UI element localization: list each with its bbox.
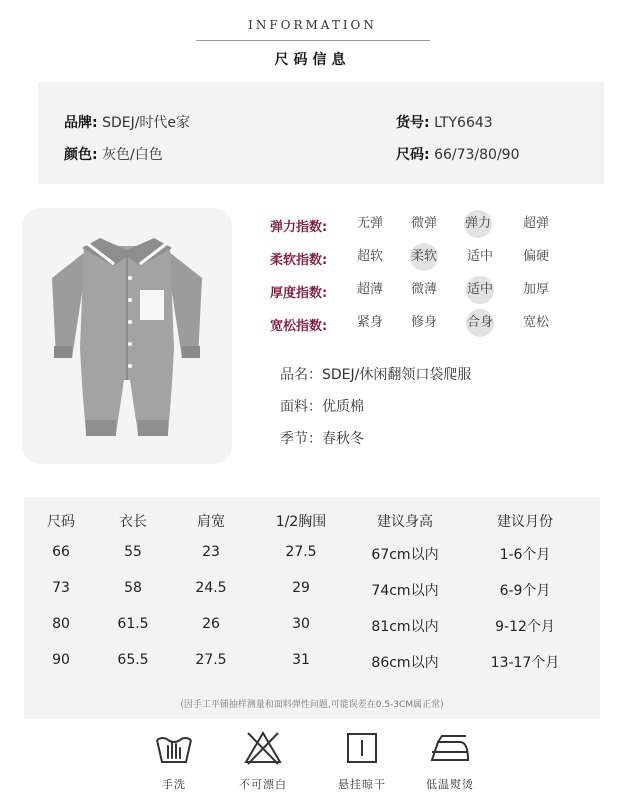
softness-option: 超软 <box>356 249 383 264</box>
size-label: 尺码: <box>396 147 430 163</box>
elasticity-option: 超弹 <box>522 216 549 231</box>
table-cell: 73 <box>52 580 70 596</box>
care-no-bleach <box>223 730 303 792</box>
softness-option: 适中 <box>466 249 493 264</box>
header-title-cn: 尺码信息 <box>274 52 351 68</box>
product-season: 季节：春秋冬 <box>280 431 364 447</box>
brand-row <box>64 112 190 132</box>
table-cell: 86cm以内 <box>371 655 439 671</box>
item-no-value: LTY6643 <box>434 115 493 131</box>
softness-index-label: 柔软指数: <box>270 253 328 268</box>
table-cell: 30 <box>292 616 310 632</box>
size-table <box>24 497 600 719</box>
thickness-option: 微薄 <box>410 282 437 297</box>
table-header: 1/2胸围 <box>275 514 327 530</box>
brand-value: SDEJ/时代e家 <box>102 115 191 131</box>
elasticity-option: 无弹 <box>356 216 383 231</box>
thickness-option-selected: 适中 <box>466 276 494 304</box>
table-cell: 29 <box>292 580 310 596</box>
table-header: 肩宽 <box>197 514 225 530</box>
care-label: 悬挂晾干 <box>338 778 386 791</box>
product-image-card <box>22 208 232 464</box>
no-bleach-icon <box>243 730 283 766</box>
table-cell: 13-17个月 <box>490 655 560 671</box>
care-hand-wash <box>134 730 214 792</box>
looseness-option-selected: 合身 <box>466 309 494 337</box>
hang-dry-icon <box>342 730 382 766</box>
softness-option-selected: 柔软 <box>410 243 438 271</box>
romper-illustration <box>22 208 232 464</box>
table-header: 尺码 <box>47 514 75 530</box>
table-cell: 27.5 <box>285 544 317 560</box>
table-cell: 9-12个月 <box>495 619 555 635</box>
section-header <box>0 18 625 69</box>
header-divider <box>196 40 430 41</box>
elasticity-option-selected: 弹力 <box>464 210 492 238</box>
size-row <box>396 144 519 164</box>
low-iron-icon <box>428 730 472 766</box>
table-cell: 65.5 <box>117 652 149 668</box>
table-cell: 74cm以内 <box>371 583 439 599</box>
measurement-note: (因手工平铺抽样测量和面料弹性问题,可能误差在0.5-3CM属正常) <box>180 700 444 710</box>
table-cell: 31 <box>292 652 310 668</box>
table-header: 建议身高 <box>377 514 433 530</box>
thickness-option: 加厚 <box>522 282 549 297</box>
table-cell: 23 <box>202 544 220 560</box>
softness-option: 偏硬 <box>522 249 549 264</box>
color-value: 灰色/白色 <box>102 147 163 163</box>
table-cell: 24.5 <box>195 580 227 596</box>
brand-label: 品牌: <box>64 115 98 131</box>
care-label: 不可漂白 <box>239 778 287 791</box>
product-fabric: 面料：优质棉 <box>280 399 364 415</box>
thickness-option: 超薄 <box>356 282 383 297</box>
table-cell: 66 <box>52 544 70 560</box>
elasticity-option: 微弹 <box>410 216 437 231</box>
care-label: 手洗 <box>162 778 186 791</box>
size-value: 66/73/80/90 <box>434 147 520 163</box>
table-cell: 81cm以内 <box>371 619 439 635</box>
table-header: 建议月份 <box>497 514 553 530</box>
table-cell: 55 <box>124 544 142 560</box>
care-hang-dry <box>322 730 402 792</box>
looseness-option: 紧身 <box>356 315 383 330</box>
table-cell: 1-6个月 <box>499 547 551 563</box>
looseness-index-label: 宽松指数: <box>270 319 328 334</box>
table-cell: 80 <box>52 616 70 632</box>
product-name: 品名：SDEJ/休闲翻领口袋爬服 <box>280 367 472 383</box>
product-info-box <box>38 82 604 184</box>
item-no-label: 货号: <box>396 115 430 131</box>
looseness-option: 修身 <box>410 315 437 330</box>
table-cell: 26 <box>202 616 220 632</box>
table-cell: 58 <box>124 580 142 596</box>
color-label: 颜色: <box>64 147 98 163</box>
table-header: 衣长 <box>119 514 147 530</box>
table-cell: 6-9个月 <box>499 583 551 599</box>
elasticity-index-label: 弹力指数: <box>270 220 328 235</box>
table-cell: 67cm以内 <box>371 547 439 563</box>
table-cell: 90 <box>52 652 70 668</box>
care-low-iron <box>410 730 490 792</box>
care-label: 低温熨烫 <box>426 778 474 791</box>
thickness-index-label: 厚度指数: <box>270 286 328 301</box>
looseness-option: 宽松 <box>522 315 549 330</box>
color-row <box>64 144 163 164</box>
hand-wash-icon <box>154 730 194 766</box>
table-cell: 27.5 <box>195 652 227 668</box>
table-cell: 61.5 <box>117 616 149 632</box>
header-title-en: INFORMATION <box>248 18 377 32</box>
item-no-row <box>396 112 493 132</box>
